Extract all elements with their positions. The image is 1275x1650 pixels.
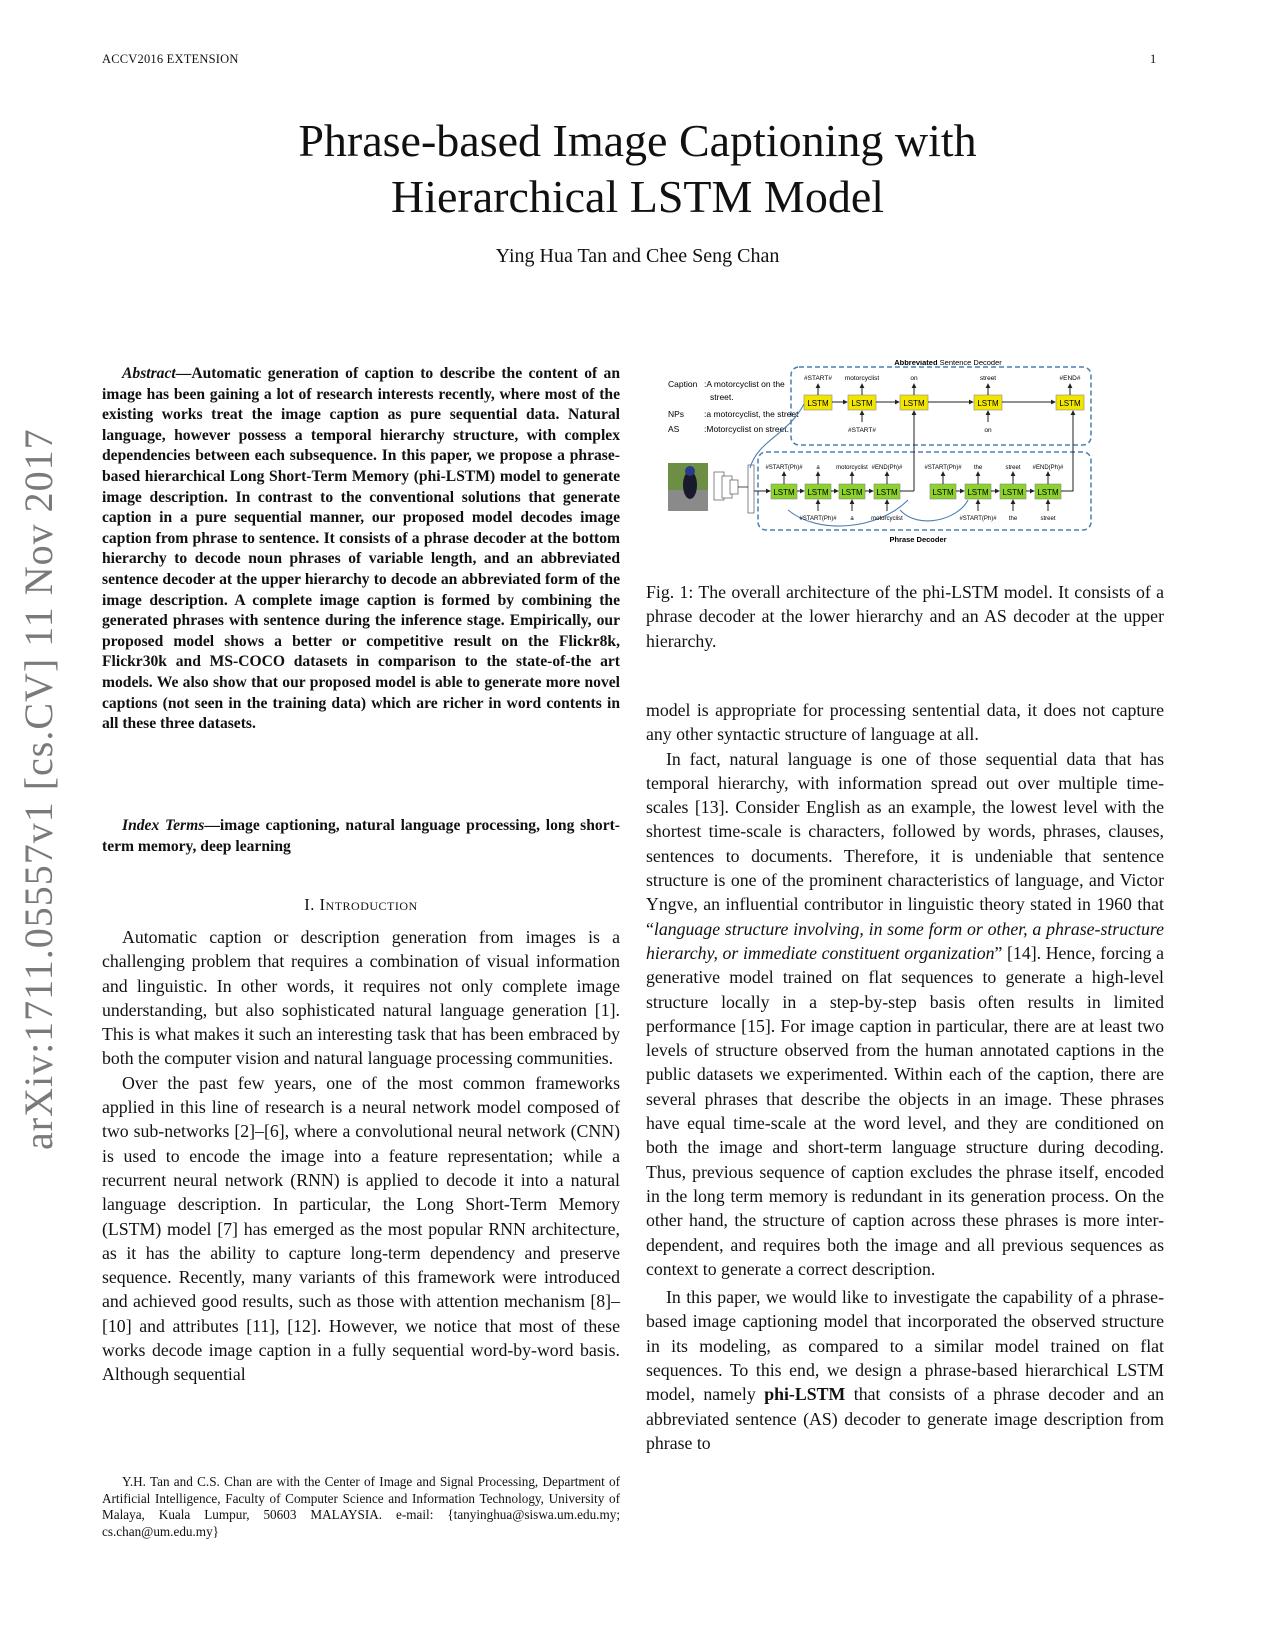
legend-nps-value: :a motorcyclist, the street <box>704 409 799 419</box>
legend-caption-value: :A motorcyclist on the <box>704 379 785 389</box>
lower-output-label: #START(Ph)# <box>765 465 803 471</box>
left-column-body <box>102 925 620 1387</box>
index-terms-label: Index Terms <box>122 817 205 834</box>
paragraph: Automatic caption or description generation from images is a challenging problem that requires a combination of visual information and linguistic. In other words, it requires not only complete image understanding, but also sophisticated natural language generation [1]. This is what makes it such an interesting task that has been embraced by both the computer vision and natural language processing communities. <box>102 927 620 1069</box>
section-number: I. <box>304 895 315 914</box>
figure-architecture <box>668 360 1138 565</box>
paper-title <box>0 113 1275 225</box>
abstract-text: —Automatic generation of caption to describe the content of an image has been gaining a lot of research interests recently, where most of the existing works treat the image caption as pure sequential data. Natural language, however possess a temporal hierarchy structure, with complex dependencies between each subsequence. In this paper, we propose a phrase-based hierarchical Long Short-Term Memory (phi-LSTM) model to generate image description. In contrast to the conventional solutions that generate caption in a pure sequential manner, our proposed model decodes image caption from phrase to sentence. It consists of a phrase decoder at the bottom hierarchy to decode noun phrases of variable length, and an abbreviated sentence decoder at the upper hierarchy to decode an abbreviated form of the image description. A complete image caption is formed by combining the generated phrases with sentence during the inference stage. Empirically, our proposed model shows a better or competitive result on the Flickr8k, Flickr30k and MS-COCO datasets in comparison to the state-of-the art models. We also show that our proposed model is able to generate more novel captions (not seen in the training data) which are richer in word contents in all these three datasets. <box>102 365 620 733</box>
index-terms-text: —image captioning, natural language processing, long short-term memory, deep learning <box>102 817 620 855</box>
lower-input-label: street <box>1040 516 1056 522</box>
svg-text:LSTM: LSTM <box>903 399 925 408</box>
index-terms <box>102 816 620 857</box>
lower-input-label: #START(Ph)# <box>959 516 997 522</box>
paragraph: In fact, natural language is one of those sequential data that has temporal hierarchy, with information spread out over multiple time-scales [13]. Consider English as an example, the lowest level with the shortest time-scale is characters, followed by words, phrases, clauses, sentences to documents. Therefore, it is undeniable that sentence structure is one of the prominent characteristics of language, and Victor Yngve, an influential contributor in linguistic theory stated in 1960 that “language structure involving, in some form or other, a phrase-structure hierarchy, or immediate constituent organization” [14]. Hence, forcing a generative model trained on flat sequences to generate a high-level structure locally in a step-by-step basis often results in limited performance [15]. For image caption in particular, there are at least two levels of structure observed from the human annotated captions in the public datasets we experimented. Within each of the caption, there are several phrases that describe the objects in an image. These phrases have equal time-scale at the word level, and they are conditioned on both the image and short-term language structure during decoding. Thus, previous sequence of caption excludes the phrase itself, encoded in the long term memory is redundant in its generation process. On the other hand, the structure of caption across these phrases is more inter-dependent, and requires both the image and all previous sequences as context to generate a correct description. <box>646 748 1164 1279</box>
lower-output-label: street <box>1005 465 1021 471</box>
upper-decoder-title: Abbreviated Sentence Decoder <box>894 360 1002 367</box>
cnn-blocks <box>714 465 754 513</box>
lower-output-label: #END(Ph)# <box>1032 465 1064 471</box>
lower-input-label: #START(Ph)# <box>799 516 837 522</box>
svg-text:LSTM: LSTM <box>1059 399 1081 408</box>
lower-output-label: the <box>973 465 983 471</box>
svg-text:LSTM: LSTM <box>1002 488 1024 497</box>
svg-text:LSTM: LSTM <box>773 488 795 497</box>
phrase-decoder-title: Phrase Decoder <box>889 535 947 544</box>
right-column-body <box>646 698 1164 1455</box>
page-number: 1 <box>1150 52 1157 66</box>
lower-output-label: #START(Ph)# <box>924 465 962 471</box>
svg-text:LSTM: LSTM <box>977 399 999 408</box>
legend-caption-value-2: street. <box>710 392 734 402</box>
upper-input-label: #START# <box>848 427 876 434</box>
lower-output-label: #END(Ph)# <box>871 465 903 471</box>
paragraph: In this paper, we would like to investigate the capability of a phrase-based image captioning model that incorporated the observed structure in its modeling, as compared to a similar model trained on flat sequences. To this end, we design a phrase-based hierarchical LSTM model, namely phi-LSTM that consists of a phrase decoder and an abbreviated sentence (AS) decoder to generate image description from phrase to <box>646 1287 1164 1453</box>
input-image <box>668 463 708 511</box>
lower-lstm-row <box>771 484 1061 499</box>
footnote: Y.H. Tan and C.S. Chan are with the Center of Image and Signal Processing, Department of Artificial Intelligence, Faculty of Computer Science and Information Technology, University of Malaya, Kuala Lumpur, 50603 MALAYSIA. e-mail: {tanyinghua@siswa.um.edu.my; cs.chan@um.edu.my} <box>102 1474 620 1539</box>
svg-text:LSTM: LSTM <box>841 488 863 497</box>
svg-text:LSTM: LSTM <box>807 488 829 497</box>
upper-input-label: on <box>984 427 992 434</box>
section-title: Introduction <box>319 895 418 914</box>
upper-output-label: #END# <box>1059 375 1081 382</box>
svg-text:LSTM: LSTM <box>967 488 989 497</box>
paragraph: model is appropriate for processing sentential data, it does not capture any other syntactic structure of language at all. <box>646 700 1164 745</box>
paragraph: Over the past few years, one of the most common frameworks applied in this line of research is a neural network model composed of two sub-networks [2]–[6], where a convolutional neural network (CNN) is used to encode the image into a feature representation; while a recurrent neural network (RNN) is applied to decode it into a natural language description. In particular, the Long Short-Term Memory (LSTM) model [7] has emerged as the most popular RNN architecture, as it has the ability to capture long-term dependency and preserve sequence. Recently, many variants of this framework were introduced and achieved good results, such as those with attention mechanism [8]–[10] and attributes [11], [12]. However, we notice that most of these works decode image caption in a fully sequential word-by-word basis. Although sequential <box>102 1072 620 1385</box>
svg-text:LSTM: LSTM <box>876 488 898 497</box>
upper-output-label: motorcyclist <box>844 375 880 382</box>
section-heading <box>102 895 620 915</box>
title-line-2: Hierarchical LSTM Model <box>390 171 885 222</box>
lower-input-label: the <box>1008 516 1018 522</box>
upper-output-label: on <box>910 375 918 382</box>
lower-input-label: a <box>850 516 854 522</box>
title-line-1: Phrase-based Image Captioning with <box>298 115 977 166</box>
legend-caption-label: Caption <box>668 379 698 389</box>
arxiv-stamp: arXiv:1711.05557v1 [cs.CV] 11 Nov 2017 <box>16 428 61 1150</box>
upper-decoder-frame <box>791 367 1091 445</box>
lower-output-label: a <box>816 465 820 471</box>
upper-output-label: street <box>979 375 997 382</box>
svg-text:LSTM: LSTM <box>851 399 873 408</box>
svg-text:LSTM: LSTM <box>1037 488 1059 497</box>
figure-caption: Fig. 1: The overall architecture of the phi-LSTM model. It consists of a phrase decoder at the lower hierarchy and an AS decoder at the upper hierarchy. <box>646 582 1164 651</box>
legend-as-value: :Motorcyclist on street. <box>704 424 790 434</box>
abstract <box>102 364 620 735</box>
svg-text:LSTM: LSTM <box>932 488 954 497</box>
lower-input-label: motorcyclist <box>871 516 903 522</box>
lower-output-label: motorcyclist <box>836 465 868 471</box>
abstract-label: Abstract <box>122 365 176 382</box>
legend-nps-label: NPs <box>668 409 685 419</box>
legend-as-label: AS <box>668 424 680 434</box>
svg-text:LSTM: LSTM <box>807 399 829 408</box>
upper-output-label: #START# <box>804 375 832 382</box>
authors: Ying Hua Tan and Chee Seng Chan <box>495 245 780 267</box>
running-header: ACCV2016 EXTENSION <box>102 52 239 66</box>
